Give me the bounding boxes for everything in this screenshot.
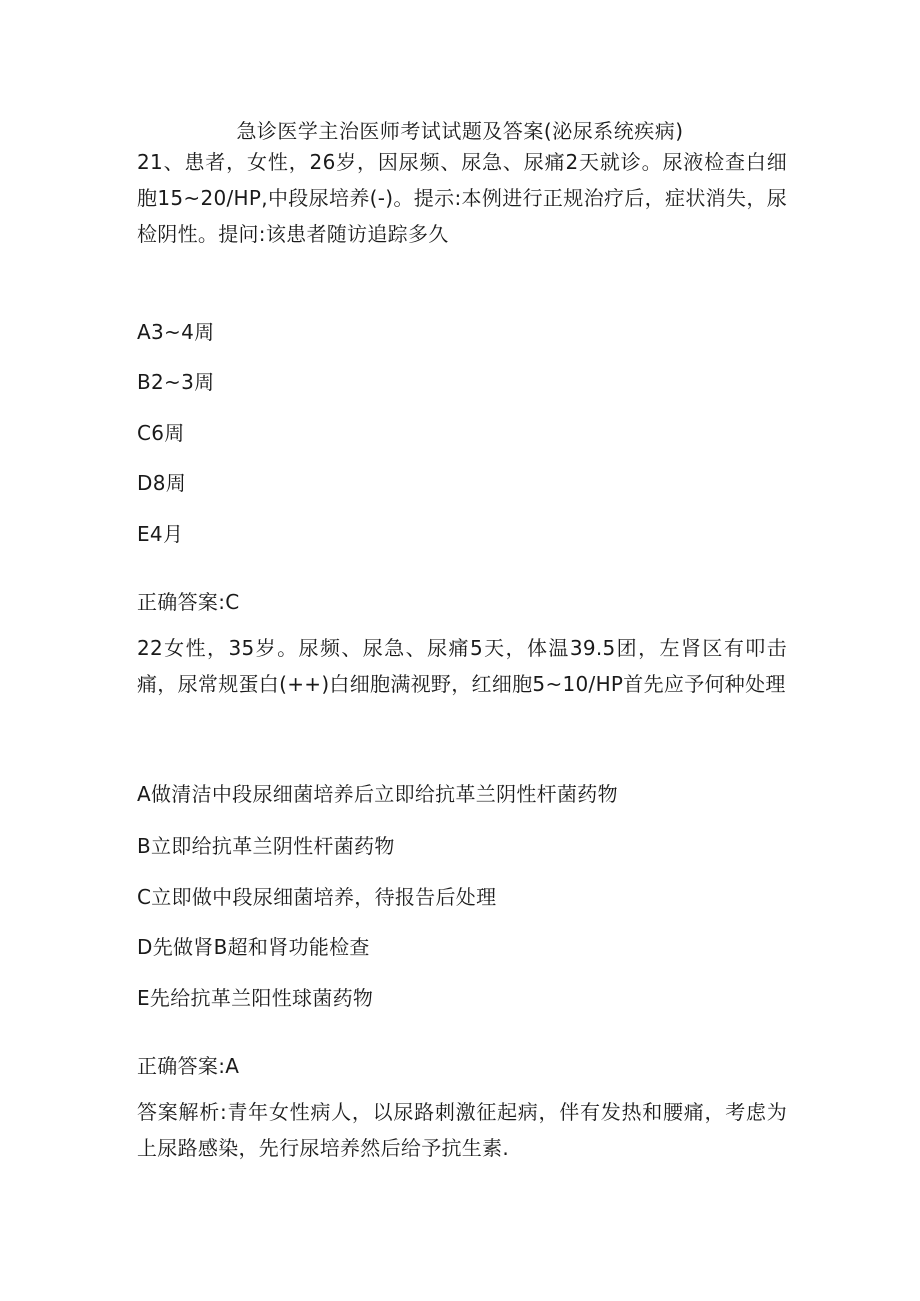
question-21-option-e: E4月 bbox=[137, 522, 184, 546]
question-21-option-a: A3~4周 bbox=[137, 320, 215, 344]
question-22-stem: 22女性，35岁。尿频、尿急、尿痛5天，体温39.5团，左肾区有叩击痛，尿常规蛋白(++)白细胞满视野，红细胞5~10/HP首先应予何种处理 bbox=[137, 636, 787, 696]
question-22-option-d: D先做肾B超和肾功能检查 bbox=[137, 935, 370, 959]
question-21-stem: 21、患者，女性，26岁，因尿频、尿急、尿痛2天就诊。尿液检查白细胞15~20/HP,中段尿培养(-)。提示:本例进行正规治疗后，症状消失，尿检阴性。提问:该患者随访追踪多久 bbox=[137, 150, 787, 246]
question-22-stem-block bbox=[137, 630, 787, 702]
question-22-explanation: 答案解析:青年女性病人，以尿路刺激征起病，伴有发热和腰痛，考虑为上尿路感染，先行尿培养然后给予抗生素. bbox=[137, 1100, 787, 1160]
question-22-option-c: C立即做中段尿细菌培养，待报告后处理 bbox=[137, 885, 497, 909]
question-21-option-c: C6周 bbox=[137, 421, 185, 445]
question-22-option-e: E先给抗革兰阳性球菌药物 bbox=[137, 986, 374, 1010]
question-22-option-a: A做清洁中段尿细菌培养后立即给抗革兰阴性杆菌药物 bbox=[137, 782, 618, 806]
question-21-stem-block bbox=[137, 144, 787, 252]
question-21-option-d: D8周 bbox=[137, 471, 187, 495]
document-title: 急诊医学主治医师考试试题及答案(泌尿系统疾病) bbox=[236, 119, 684, 143]
question-22-option-b: B立即给抗革兰阴性杆菌药物 bbox=[137, 834, 395, 858]
question-21-option-b: B2~3周 bbox=[137, 370, 215, 394]
question-22-explanation-block bbox=[137, 1094, 787, 1166]
question-22-answer: 正确答案:A bbox=[137, 1054, 240, 1078]
question-21-answer: 正确答案:C bbox=[137, 590, 240, 614]
